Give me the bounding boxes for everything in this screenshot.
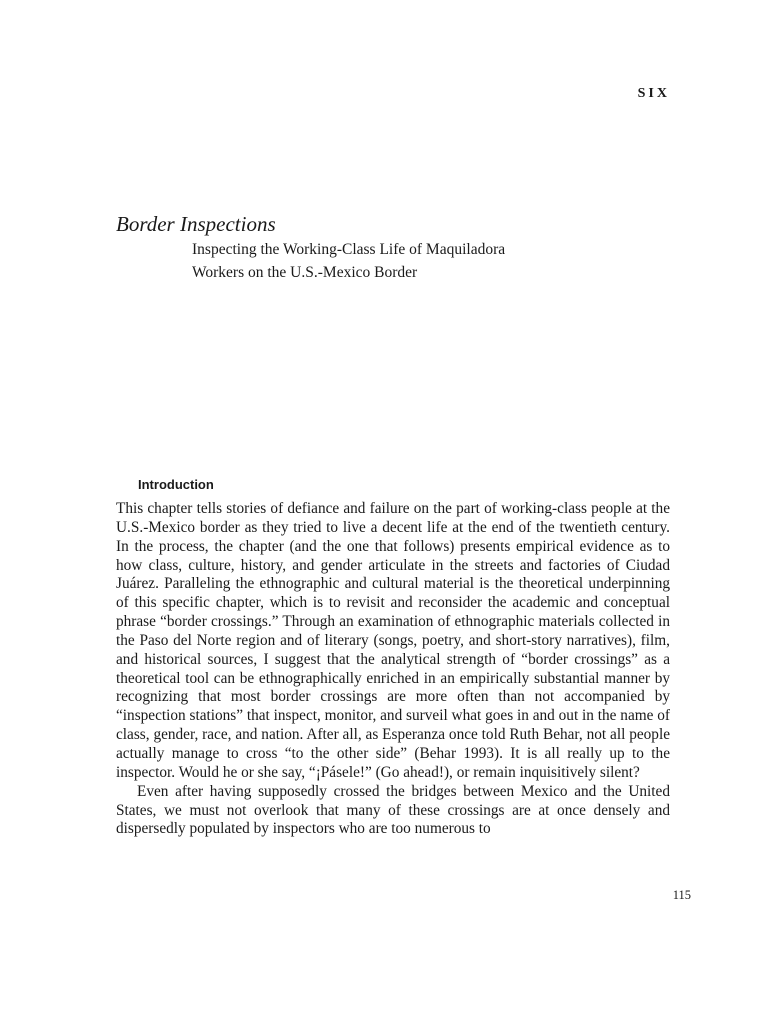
chapter-subtitle-line-1: Inspecting the Working-Class Life of Maquiladora xyxy=(192,241,506,258)
section-heading: Introduction xyxy=(138,477,214,492)
chapter-subtitle xyxy=(192,238,505,284)
paragraph-2: Even after having supposedly crossed the bridges between Mexico and the United States, we must not overlook that many of these crossings are at once densely and dispersedly populated by inspectors who are too numerous to xyxy=(116,782,670,838)
body-text xyxy=(116,500,670,839)
page-number: 115 xyxy=(672,888,691,902)
chapter-number: SIX xyxy=(637,86,670,101)
chapter-title: Border Inspections xyxy=(116,212,276,236)
paragraph-1: This chapter tells stories of defiance and failure on the part of working-class people at the U.S.-Mexico border as they tried to live a decent life at the end of the twentieth century. In the process, the chapter (and the one that follows) presents empirical evidence as to how class, culture, history, and gender articulate in the streets and factories of Ciudad Juárez. Paralleling the ethnographic and cultural material is the theoretical underpinning of this specific chapter, which is to revisit and reconsider the academic and conceptual phrase “border crossings.” Through an examination of ethnographic materials collected in the Paso del Norte region and of literary (songs, poetry, and short-story narratives), film, and historical sources, I suggest that the analytical strength of “border crossings” as a theoretical tool can be ethnographically enriched in an empirically substantial manner by recognizing that most border crossings are more often than not accompanied by “inspection stations” that inspect, monitor, and surveil what goes in and out in the name of class, gender, race, and nation. After all, as Esperanza once told Ruth Behar, not all people actually manage to cross “to the other side” (Behar 1993). It is all really up to the inspector. Would he or she say, “¡Pásele!” (Go ahead!), or remain inquisitively silent? xyxy=(116,500,670,781)
chapter-subtitle-line-2: Workers on the U.S.-Mexico Border xyxy=(192,264,418,281)
